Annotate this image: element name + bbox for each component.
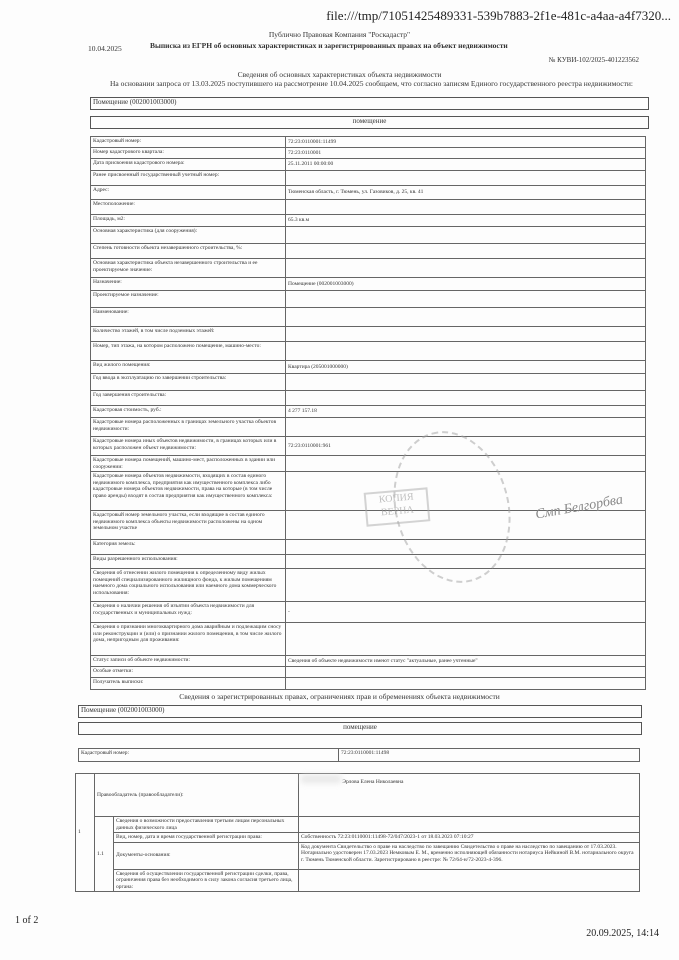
characteristic-label: Кадастровые номера помещений, машино-мест, расположенных в здании или сооружении: [91,456,286,472]
file-url: file:///tmp/71051425489331-539b7883-2f1e-481c-a4aa-a4f7320... [326,8,671,23]
characteristic-label: Местоположение: [91,200,286,215]
characteristic-label: Назначение: [91,278,286,291]
characteristic-value [286,171,646,186]
rights-object-type: Помещение (002001003000) [78,705,642,718]
characteristic-row [91,244,646,259]
characteristic-label: Основная характеристика (для сооружения): [91,227,286,244]
characteristic-row [91,186,646,200]
characteristic-label: Год завершения строительства: [91,391,286,406]
characteristic-label: Основная характеристика объекта незавершенного строительства и ее проектируемое значение: [91,259,286,278]
characteristic-row [91,342,646,361]
organization: Публично Правовая Компания "Роскадастр" [268,30,411,39]
characteristic-value: 72:23:0110001:961 [286,437,646,456]
registration-value: Собственность 72:23:0110001:11498-72/047/2023-1 от 18.03.2023 07:10:27 [299,833,640,843]
intro-text: На основании запроса от 13.03.2025 поступившего на рассмотрение 10.04.2025 сообщаем, что согласно записям Единого государственного реестра недвижимости: [110,79,634,88]
characteristic-row [91,278,646,291]
rights-heading: Сведения о зарегистрированных правах, ограничениях прав и обременениях объекта недвижимости [179,692,500,701]
characteristic-label: Проектируемое назначение: [91,291,286,308]
characteristic-row [91,171,646,186]
object-type: Помещение (002001003000) [90,97,649,110]
characteristic-label: Номер кадастрового квартала: [91,148,286,159]
characteristic-row [91,456,646,472]
object-kind: помещение [90,116,649,129]
characteristic-row [91,259,646,278]
signature: Смп Белгорбва [534,492,625,523]
characteristic-value: 72:23:0110001:11499 [286,137,646,148]
third-party-label: Сведения о возможности предоставления третьим лицам персональных данных физического лица [114,817,299,833]
characteristic-value: Квартира (205001000000) [286,361,646,374]
copy-stamp: КОПИЯ ВЕРНА [364,487,431,526]
characteristic-value: 4 277 157.18 [286,406,646,418]
document-date: 10.04.2025 [88,44,122,53]
characteristic-row [91,602,646,623]
characteristic-value [286,227,646,244]
characteristic-row [91,374,646,391]
document-number: № КУВИ-102/2025-401223562 [548,56,639,64]
characteristic-row [91,200,646,215]
characteristic-label: Сведения о признании многоквартирного дома аварийным и подлежащим сносу или реконструкции и (или) о признании жилого помещения, в том числе жилого дома, непригодным для проживания: [91,623,286,656]
characteristic-label: Сведения о наличии решения об изъятии объекта недвижимости для государственных и муниципальных нужд: [91,602,286,623]
cadastral-label: Кадастровый номер: [79,749,339,762]
characteristic-label: Виды разрешенного использования: [91,555,286,569]
characteristic-row [91,391,646,406]
characteristic-row [91,437,646,456]
characteristic-label: Категория земель: [91,540,286,555]
characteristic-row [91,678,646,690]
characteristic-value [286,374,646,391]
row-number: 1 [76,774,95,892]
print-datetime: 20.09.2025, 14:14 [586,928,659,939]
characteristic-value [286,308,646,327]
characteristic-label: Номер, тип этажа, на котором расположено помещение, машино-место: [91,342,286,361]
characteristic-label: Площадь, м2: [91,215,286,227]
characteristic-value: Помещение (002001003000) [286,278,646,291]
documents-value: Код документа Свидетельство о праве на наследство по завещанию Свидетельство о праве на наследство по завещанию от 17.03.2023. Нотариально удостоверен 17.03.2023 Немковым Е. М., временно исполняющей обязанности нотариуса Нейкиной В.М. нотариального округа г. Тюмень Тюменской области. Зарегистрировано в реестре: № 72/64-н/72-2023-4-396. [299,842,640,869]
characteristic-label: Количество этажей, в том числе подземных этажей: [91,327,286,342]
characteristic-row [91,308,646,327]
characteristic-row [91,540,646,555]
characteristic-value [286,667,646,678]
characteristic-value: Тюменская область, г. Тюмень, ул. Газовиков, д. 25, кв. 41 [286,186,646,200]
characteristic-row [91,656,646,667]
sub-number: 1.1 [95,817,114,892]
characteristic-value [286,623,646,656]
characteristic-value [286,291,646,308]
section-heading: Сведения об основных характеристиках объекта недвижимости [237,70,442,79]
characteristic-label: Кадастровый номер земельного участка, если входящие в состав единого недвижимого комплекса объекты недвижимости расположены на одном земельном участке [91,511,286,540]
characteristic-row [91,159,646,171]
holder-label: Правообладатель (правообладатели): [95,774,299,817]
characteristic-label: Кадастровые номера иных объектов недвижимости, в границах которых или в которых расположен объект недвижимости: [91,437,286,456]
characteristic-label: Степень готовности объекта незавершенного строительства, %: [91,244,286,259]
characteristic-label: Статус записи об объекте недвижимости: [91,656,286,667]
rights-cadastral-table [78,748,640,762]
characteristic-label: Дата присвоения кадастрового номера: [91,159,286,171]
characteristics-table [90,136,646,690]
characteristic-value [286,678,646,690]
characteristic-label: Ранее присвоенный государственный учетный номер: [91,171,286,186]
characteristic-label: Получатель выписки: [91,678,286,690]
characteristic-row [91,623,646,656]
characteristic-label: Наименование: [91,308,286,327]
characteristic-row [91,227,646,244]
characteristic-label: Кадастровые номера объектов недвижимости, входящих в состав единого недвижимого комплекса, предприятия как имущественного комплекса либо кадастровые номера объектов недвижимости, права на которые (в том числе право аренды) входят в состав предприятия как имущественного комплекса: [91,472,286,511]
holder-name: Эрлова Елена Николаевна [342,779,404,785]
documents-label: Документы-основания: [114,842,299,869]
characteristic-value [286,200,646,215]
characteristic-label: Кадастровые номера расположенных в границах земельного участка объектов недвижимости: [91,418,286,437]
characteristic-label: Год ввода в эксплуатацию по завершении строительства: [91,374,286,391]
characteristic-row [91,406,646,418]
document-title: Выписка из ЕГРН об основных характеристиках и зарегистрированных правах на объект недвижимости [150,41,508,50]
characteristic-value [286,244,646,259]
characteristic-label: Кадастровый номер: [91,137,286,148]
characteristic-value [286,391,646,406]
characteristic-row [91,215,646,227]
rights-table [75,773,640,892]
characteristic-value: 25.11.2011 00:00:00 [286,159,646,171]
characteristic-label: Особые отметки: [91,667,286,678]
cadastral-value: 72:23:0110001:11498 [339,749,640,762]
characteristic-value [286,418,646,437]
consent-label: Сведения об осуществлении государственной регистрации сделки, права, ограничения права без необходимого в силу закона согласия третьего лица, органа: [114,869,299,892]
registration-label: Вид, номер, дата и время государственной регистрации права: [114,833,299,843]
characteristic-label: Адрес: [91,186,286,200]
characteristic-row [91,148,646,159]
characteristic-value: 65.3 кв.м [286,215,646,227]
rights-object-kind: помещение [78,722,642,735]
characteristic-value: 72:23:0110001 [286,148,646,159]
characteristic-row [91,569,646,602]
characteristic-row [91,137,646,148]
characteristic-row [91,327,646,342]
characteristic-label: Вид жилого помещения: [91,361,286,374]
holder-value [299,774,640,817]
characteristic-row [91,418,646,437]
characteristic-label: Кадастровая стоимость, руб.: [91,406,286,418]
characteristic-value: - [286,602,646,623]
characteristic-row [91,361,646,374]
characteristic-row [91,667,646,678]
page-indicator: 1 of 2 [15,915,39,926]
characteristic-row [91,291,646,308]
characteristic-value: Сведения об объекте недвижимости имеют статус "актуальные, ранее учтенные" [286,656,646,667]
characteristic-row [91,555,646,569]
characteristic-value [286,327,646,342]
characteristic-label: Сведения об отнесении жилого помещения к определенному виду жилых помещений специализированного жилищного фонда, к жилым помещениям наемного дома социального использования или наемного дома коммерческого использования: [91,569,286,602]
characteristic-value [286,259,646,278]
characteristic-value [286,342,646,361]
